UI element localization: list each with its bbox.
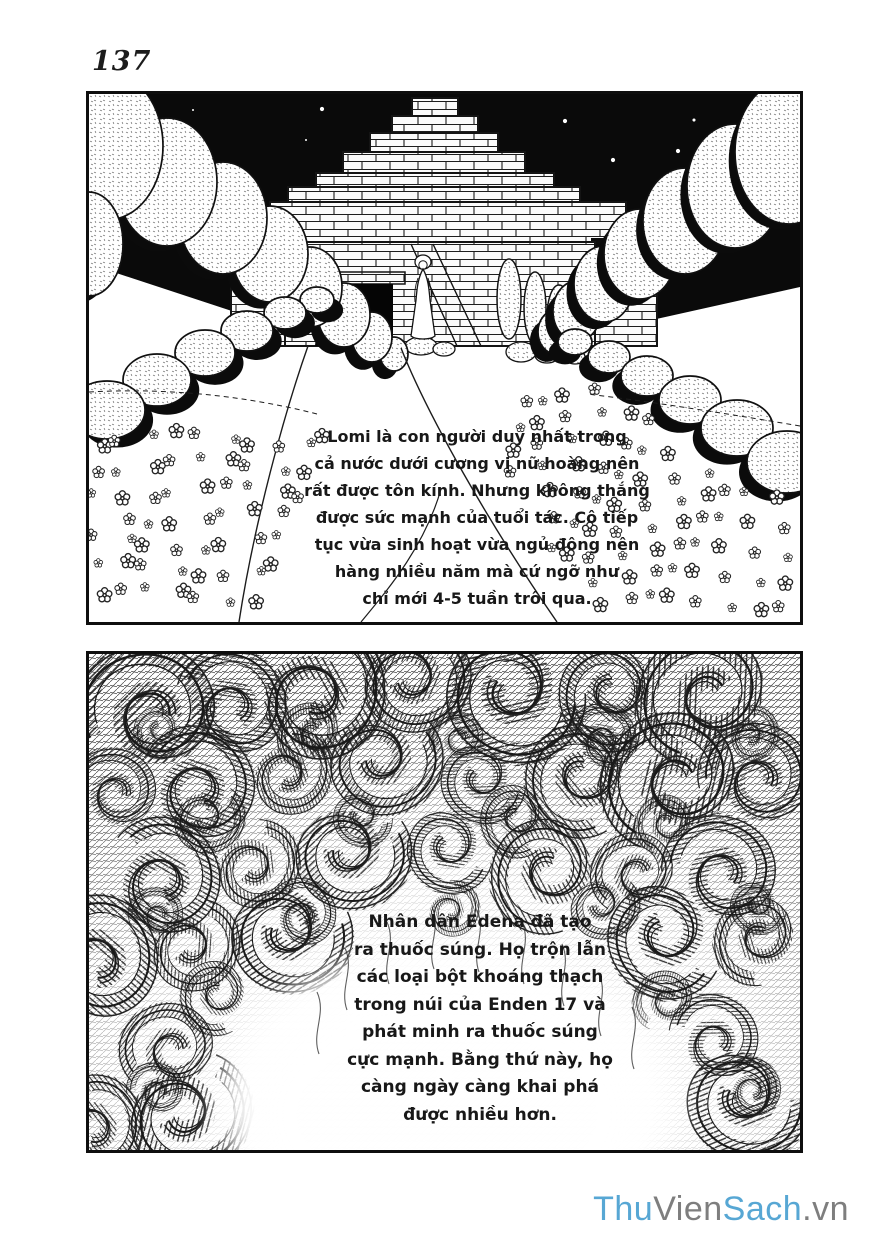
cypress-tree bbox=[497, 259, 521, 339]
caption-line: Nhân dân Edena đã tạo bbox=[368, 912, 592, 932]
watermark-link[interactable] bbox=[593, 1190, 849, 1229]
caption-line: ra thuốc súng. Họ trộn lẫn bbox=[353, 939, 607, 960]
star bbox=[611, 158, 615, 162]
panel-explosion-smoke bbox=[86, 651, 803, 1153]
star bbox=[676, 149, 680, 153]
caption-line: cực mạnh. Bằng thứ này, họ bbox=[347, 1049, 613, 1070]
ziggurat-tier bbox=[316, 173, 554, 187]
watermark-part: Thu bbox=[593, 1190, 654, 1228]
ziggurat-tier bbox=[392, 116, 478, 133]
caption-line: Lomi là con người duy nhất trong bbox=[327, 427, 627, 446]
caption-line: càng ngày càng khai phá bbox=[360, 1077, 600, 1097]
narration-caption-1 bbox=[293, 423, 661, 612]
ziggurat-tier bbox=[270, 202, 626, 242]
caption-line: được sức mạnh của tuổi tác. Cô tiếp bbox=[315, 508, 639, 527]
caption-line: tục vừa sinh hoạt vừa ngủ đông nên bbox=[314, 535, 640, 554]
caption-line: trong núi của Enden 17 và bbox=[354, 994, 606, 1015]
caption-line: phát minh ra thuốc súng bbox=[362, 1022, 598, 1042]
boulder bbox=[433, 342, 455, 356]
panel-temple-night bbox=[86, 91, 803, 625]
caption-line: rất được tôn kính. Nhưng không thắng bbox=[304, 481, 650, 500]
star bbox=[563, 119, 567, 123]
ziggurat-tier bbox=[370, 133, 498, 152]
caption-line: được nhiều hơn. bbox=[403, 1104, 557, 1125]
ziggurat-tier bbox=[412, 98, 458, 116]
star bbox=[320, 107, 324, 111]
star bbox=[305, 139, 307, 141]
narration-caption-2 bbox=[315, 909, 645, 1129]
tree-blob bbox=[558, 329, 592, 355]
page-number: 137 bbox=[92, 46, 152, 77]
caption-line: chỉ mới 4-5 tuần trôi qua. bbox=[362, 589, 592, 608]
watermark-part: Sach bbox=[722, 1190, 803, 1228]
watermark-part: .vn bbox=[802, 1190, 849, 1228]
caption-line: cả nước dưới cương vị nữ hoàng nên bbox=[314, 454, 640, 473]
watermark-part: Vien bbox=[653, 1190, 723, 1228]
caption-line: các loại bột khoáng thạch bbox=[356, 967, 604, 987]
star bbox=[192, 109, 194, 111]
caption-line: hàng nhiều năm mà cứ ngỡ như bbox=[334, 562, 620, 581]
ziggurat-tier bbox=[343, 152, 525, 173]
star bbox=[692, 118, 695, 121]
ziggurat-tier bbox=[288, 187, 580, 202]
boulder bbox=[405, 337, 437, 355]
